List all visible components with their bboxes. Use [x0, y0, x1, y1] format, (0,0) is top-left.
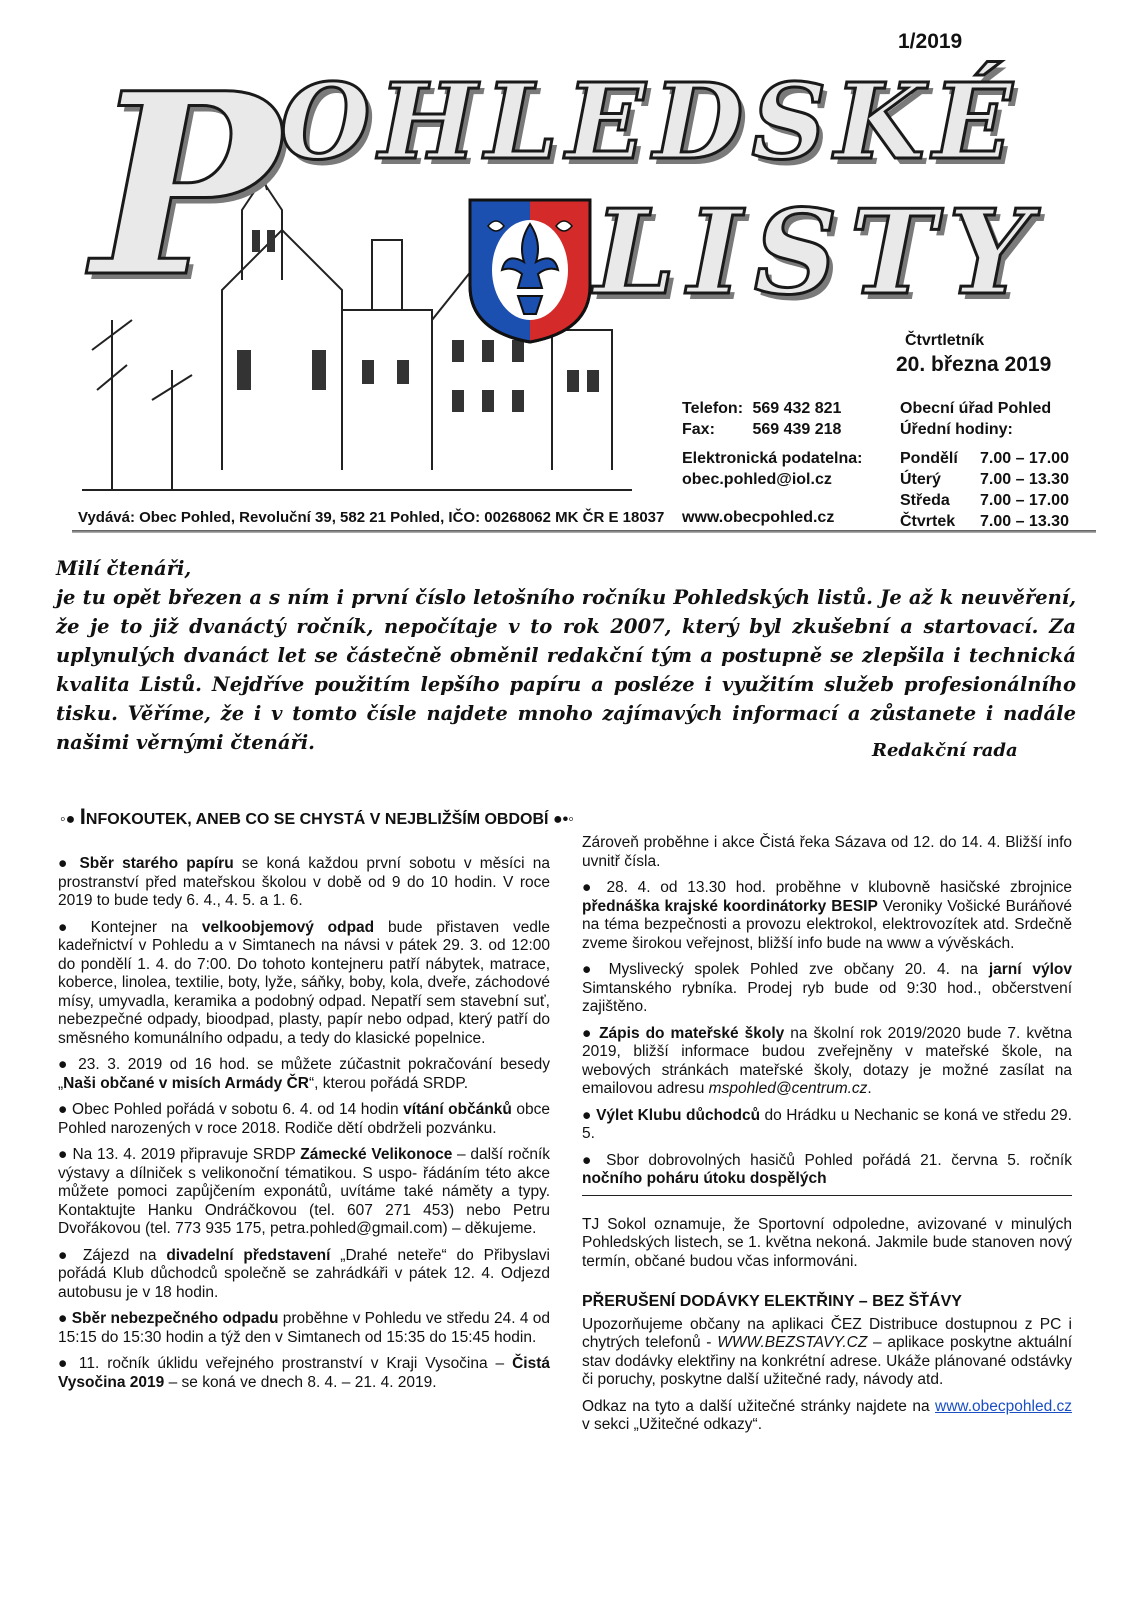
heading-ornament-left: ◦●: [60, 811, 76, 828]
fax-label: Fax:: [682, 421, 715, 438]
phone-label: Telefon:: [682, 400, 744, 417]
hours-time: 7.00 – 13.30: [980, 471, 1069, 488]
list-item: ● 23. 3. 2019 od 16 hod. se můžete zúčastnit pokračování besedy „Naši občané v misích Armády ČR“, kterou pořádá SRDP.: [58, 1056, 550, 1092]
useful-links-text: Odkaz na tyto a další užitečné stránky najdete na www.obecpohled.cz v sekci „Užitečné odkazy“.: [582, 1397, 1072, 1433]
section-divider: [582, 1195, 1072, 1196]
right-column: [582, 834, 1072, 1443]
title-initial: P: [92, 38, 280, 332]
masthead-divider: [72, 530, 1096, 533]
bezstavy-link[interactable]: WWW.BEZSTAVY.CZ: [717, 1334, 868, 1351]
list-item: ● 11. ročník úklidu veřejného prostranství v Kraji Vysočina – Čistá Vysočina 2019 – se koná ve dnech 8. 4. – 21. 4. 2019.: [58, 1355, 550, 1391]
hours-time: 7.00 – 17.00: [980, 450, 1069, 467]
fax-number: 569 439 218: [752, 421, 842, 438]
publisher-line: Vydává: Obec Pohled, Revoluční 39, 582 21 Pohled, IČO: 00268062 MK ČR E 18037: [78, 509, 665, 526]
sokol-notice: TJ Sokol oznamuje, že Sportovní odpoledne, avizované v minulých Pohledských listech, se 1. května nekoná. Jakmile bude stanoven nový termín, občané budou včas informováni.: [582, 1215, 1072, 1270]
list-item: ● Na 13. 4. 2019 připravuje SRDP Zámecké Velikonoce – další ročník výstavy a dílniček s velikonoční tématikou. S uspo- řádáním této akce můžete pomoci zapůjčením exponátů, uvítáme také náměty a typy. Kontaktujte Hanku Ondráčkovou (tel. 607 271 453) nebo Petru Dvořákovou (tel. 773 935 175, petra.pohled@gmail.com) – děkujeme.: [58, 1146, 551, 1237]
list-item: ● Myslivecký spolek Pohled zve občany 20. 4. na jarní výlov Simtanského rybníka. Prodej ryb bude od 9:30 hod., občerstvení zajištěno.: [582, 961, 1072, 1015]
hours-time: 7.00 – 17.00: [980, 492, 1069, 509]
power-outage-title: PŘERUŠENÍ DODÁVKY ELEKTŘINY – BEZ ŠŤÁVY: [582, 1293, 962, 1310]
list-item: ● Zápis do mateřské školy na školní rok 2019/2020 bude 7. května 2019, bližší informace budou zveřejněny v mateřské škole, na webových stránkách mateřské školy, dotazy je možné zasílat na emailovou adresu mspohled@centrum.cz.: [582, 1024, 1072, 1097]
office-hours-block: [900, 398, 1069, 532]
issue-date: 20. března 2019: [896, 353, 1052, 376]
email-link[interactable]: mspohled@centrum.cz: [708, 1080, 868, 1097]
hours-time: 7.00 – 13.30: [980, 513, 1069, 530]
heading-initial: I: [79, 804, 86, 829]
heading-ornament-right: ●•◦: [552, 811, 574, 828]
edesk-label: Elektronická podatelna:: [682, 450, 863, 467]
hours-day: Středa: [900, 492, 950, 509]
editorial-greeting: Milí čtenáři,: [56, 557, 192, 580]
issue-number: 1/2019: [898, 30, 963, 53]
editorial: [56, 554, 1076, 757]
power-outage-text: Upozorňujeme občany na aplikaci ČEZ Distribuce dostupnou z PC i chytrých telefonů - WWW.BEZSTAVY.CZ – aplikace poskytne aktuální stav dodávky elektřiny na konkrétní adrese. Ukáže plánované odstávky či poruchy, poskytne další užitečné rady, návody atd.: [582, 1315, 1073, 1388]
list-item: Zároveň proběhne i akce Čistá řeka Sázava od 12. do 14. 4. Bližší info uvnitř čísla.: [582, 834, 1072, 870]
list-item: ● 28. 4. od 13.30 hod. proběhne v klubovně hasičské zbrojnice přednáška krajské koordinátorky BESIP Veroniky Vošické Buráňové na téma bezpečnosti a provozu elektrokol, elektrovozítek atd. Srdečně zveme širokou veřejnost, bližší info bude na www a vývěskách.: [582, 879, 1072, 952]
office-title: Obecní úřad Pohled: [900, 400, 1052, 417]
website-link[interactable]: www.obecpohled.cz: [682, 509, 835, 526]
list-item: ● Kontejner na velkoobjemový odpad bude přistaven vedle kadeřnictví v Pohledu a v Simtanech na návsi v pátek 29. 3. od 12:00 do pondělí 1. 4. do 7:00. Do tohoto kontejneru patří nábytek, matrace, koberce, linolea, textilie, boty, lyže, sáňky, boby, kola, dveře, záchodové mísy, umyvadla, keramika a podobný odpad. Nepatří sem stavební suť, nebezpečné odpady, bioodpad, plasty, papír nebo odpad, který patří do směsného komunálního odpadu, a tedy do klasické popelnice.: [58, 918, 550, 1047]
editorial-signature: Redakční rada: [872, 740, 1018, 761]
list-item: ● Sběr starého papíru se koná každou první sobotu v měsíci na prostranství před mateřskou školou v době od 9 do 10 hodin. V roce 2019 to bude tedy 6. 4., 4. 5. a 1. 6.: [58, 855, 550, 909]
frequency-label: Čtvrtletník: [905, 332, 985, 349]
title-line-2: LISTY: [594, 185, 1043, 321]
list-item: ● Sběr nebezpečného odpadu proběhne v Pohledu ve středu 24. 4 od 15:15 do 15:30 hodin a týž den v Simtanech od 15:35 do 15:45 hodin.: [58, 1310, 550, 1346]
heading-title: NFOKOUTEK,: [85, 811, 192, 828]
email-address: obec.pohled@iol.cz: [682, 471, 832, 488]
title-line-1: OHLEDSKÉ: [280, 60, 1021, 183]
hours-day: Čtvrtek: [900, 513, 956, 530]
office-hours-title: Úřední hodiny:: [900, 421, 1013, 438]
contact-block: [682, 398, 863, 490]
hours-day: Pondělí: [900, 450, 958, 467]
list-item: ● Obec Pohled pořádá v sobotu 6. 4. od 14 hodin vítání občánků obce Pohled narozených v roce 2018. Rodiče dětí obdrželi pozvánku.: [58, 1101, 551, 1137]
editorial-text: je tu opět březen a s ním i první číslo letošního ročníku Pohledských listů. Je až k neuvěření, že je to již dvanáctý ročník, nepočítaje v to rok 2007, který byl zkušební a startovací. Za uplynulých dvanáct let se částečně obměnil redakční tým a postupně se zlepšila i technická kvalita Listů. Nejdříve použitím lepšího papíru a posléze i využitím služeb profesionálního tisku. Věříme, že i v tomto čísle najdete mnoho zajímavých informací a zůstanete i nadále našimi věrnými čtenáři.: [56, 586, 1076, 754]
list-item: ● Zájezd na divadelní představení „Drahé neteře“ do Přibyslavi pořádá Klub důchodců společně se zahrádkáři v pátek 12. 4. Odjezd autobusu je v 18 hodin.: [58, 1246, 550, 1301]
hours-day: Úterý: [900, 471, 941, 488]
list-item: ● Sbor dobrovolných hasičů Pohled pořádá 21. června 5. ročník nočního poháru útoku dospělých: [582, 1151, 1072, 1187]
list-item: ● Výlet Klubu důchodců do Hrádku u Nechanic se koná ve středu 29. 5.: [582, 1106, 1072, 1142]
website-link[interactable]: www.obecpohled.cz: [935, 1397, 1072, 1415]
coat-of-arms-icon: [466, 196, 594, 346]
left-column: [58, 855, 550, 1400]
infocorner-heading: [60, 804, 574, 830]
heading-subtitle: ANEB CO SE CHYSTÁ V NEJBLIŽŠÍM OBDOBÍ: [195, 811, 549, 828]
phone-number: 569 432 821: [752, 400, 842, 417]
